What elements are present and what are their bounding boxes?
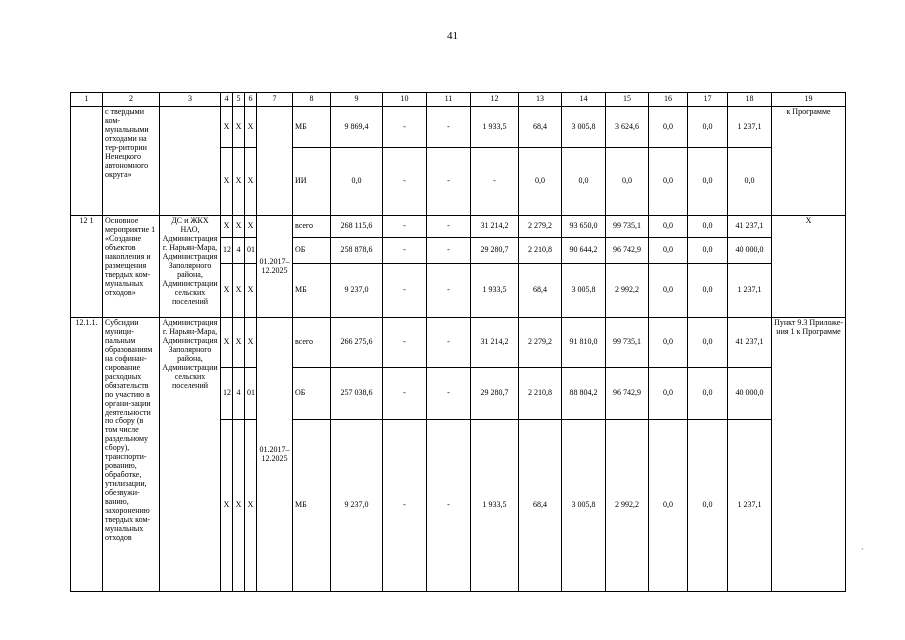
cell: X xyxy=(233,264,245,318)
cell: X xyxy=(221,264,233,318)
row-code: 12 1 xyxy=(71,216,103,318)
cell: 68,4 xyxy=(519,107,562,148)
cell: 9 237,0 xyxy=(331,264,383,318)
cell: - xyxy=(427,107,471,148)
row-name: с твердыми ком-мунальными отходами на тер-ритории Ненецкого автономного округа» xyxy=(103,107,160,216)
row-code-cell xyxy=(71,107,103,216)
cell: - xyxy=(427,238,471,264)
cell: 99 735,1 xyxy=(606,318,649,368)
source-cell: ИИ xyxy=(293,148,331,216)
cell: 1 933,5 xyxy=(471,264,519,318)
cell: 0,0 xyxy=(649,368,688,420)
col-number: 5 xyxy=(233,93,245,107)
cell: 0,0 xyxy=(649,148,688,216)
cell: 01 xyxy=(245,368,257,420)
col-number: 4 xyxy=(221,93,233,107)
cell: 29 280,7 xyxy=(471,368,519,420)
col-number: 12 xyxy=(471,93,519,107)
cell: 1 237,1 xyxy=(728,107,772,148)
cell: 0,0 xyxy=(606,148,649,216)
cell: 0,0 xyxy=(728,148,772,216)
cell: X xyxy=(221,148,233,216)
cell: 88 804,2 xyxy=(562,368,606,420)
cell: - xyxy=(383,368,427,420)
cell: 0,0 xyxy=(688,318,728,368)
cell: - xyxy=(427,420,471,592)
cell: 0,0 xyxy=(649,238,688,264)
cell: - xyxy=(427,216,471,238)
period-cell: 01.2017–12.2025 xyxy=(257,318,293,592)
cell: X xyxy=(245,318,257,368)
col-number: 18 xyxy=(728,93,772,107)
col-number: 8 xyxy=(293,93,331,107)
cell: 3 624,6 xyxy=(606,107,649,148)
cell: 0,0 xyxy=(519,148,562,216)
col-number: 7 xyxy=(257,93,293,107)
cell: 0,0 xyxy=(688,107,728,148)
page-number: 41 xyxy=(447,30,458,42)
cell: 0,0 xyxy=(649,318,688,368)
cell: X xyxy=(233,107,245,148)
cell: - xyxy=(383,238,427,264)
cell: 2 992,2 xyxy=(606,264,649,318)
cell: 40 000,0 xyxy=(728,238,772,264)
note-cell: X xyxy=(772,216,846,318)
cell: 31 214,2 xyxy=(471,216,519,238)
table-row xyxy=(71,107,846,148)
cell: X xyxy=(245,264,257,318)
col-number: 10 xyxy=(383,93,427,107)
cell: X xyxy=(233,318,245,368)
cell: 12 xyxy=(221,238,233,264)
cell: 9 869,4 xyxy=(331,107,383,148)
cell: - xyxy=(383,420,427,592)
cell: 0,0 xyxy=(688,238,728,264)
col-number: 13 xyxy=(519,93,562,107)
source-cell: МБ xyxy=(293,420,331,592)
cell: X xyxy=(233,216,245,238)
cell: 90 644,2 xyxy=(562,238,606,264)
cell: 1 933,5 xyxy=(471,107,519,148)
cell: 0,0 xyxy=(688,264,728,318)
cell: 257 038,6 xyxy=(331,368,383,420)
cell: - xyxy=(427,148,471,216)
cell: 41 237,1 xyxy=(728,216,772,238)
cell: 93 650,0 xyxy=(562,216,606,238)
row-name: Субсидии муници-пальным образованиям на софинан-сирование расходных обязательств по участию в органи-зации деятельности по сбору (в том числе раздельному сбору), транспорти-рованию, обработке, утилизации, обезвужи-ванию, захоронению твердых ком-мунальных отходов xyxy=(103,318,160,592)
cell: 268 115,6 xyxy=(331,216,383,238)
cell: - xyxy=(427,368,471,420)
cell: 0,0 xyxy=(649,216,688,238)
cell: 68,4 xyxy=(519,420,562,592)
cell: 31 214,2 xyxy=(471,318,519,368)
cell: 1 237,1 xyxy=(728,420,772,592)
row-code: 12.1.1. xyxy=(71,318,103,592)
period-cell xyxy=(257,107,293,216)
cell: 3 005,8 xyxy=(562,264,606,318)
source-cell: МБ xyxy=(293,264,331,318)
cell: 4 xyxy=(233,238,245,264)
row-name: Основное мероприятие 1 «Создание объектов накопления и размещения твердых ком-мунальных отходов» xyxy=(103,216,160,318)
cell: 2 992,2 xyxy=(606,420,649,592)
source-cell: ОБ xyxy=(293,238,331,264)
cell: X xyxy=(245,148,257,216)
cell: - xyxy=(383,216,427,238)
cell: 0,0 xyxy=(649,107,688,148)
cell: 01 xyxy=(245,238,257,264)
cell: X xyxy=(221,216,233,238)
cell: 1 237,1 xyxy=(728,264,772,318)
col-number: 11 xyxy=(427,93,471,107)
cell: 40 000,0 xyxy=(728,368,772,420)
cell: - xyxy=(471,148,519,216)
cell: X xyxy=(245,216,257,238)
cell: - xyxy=(427,318,471,368)
cell: 266 275,6 xyxy=(331,318,383,368)
cell: - xyxy=(427,264,471,318)
cell: 9 237,0 xyxy=(331,420,383,592)
cell: 0,0 xyxy=(562,148,606,216)
cell: X xyxy=(233,420,245,592)
cell: 2 279,2 xyxy=(519,216,562,238)
col-number: 17 xyxy=(688,93,728,107)
cell: 2 210,8 xyxy=(519,368,562,420)
cell: 0,0 xyxy=(649,420,688,592)
cell: X xyxy=(245,420,257,592)
table-row xyxy=(71,216,846,238)
col-number: 16 xyxy=(649,93,688,107)
col-number: 14 xyxy=(562,93,606,107)
note-cell: к Программе xyxy=(772,107,846,216)
cell: X xyxy=(221,318,233,368)
cell: 96 742,9 xyxy=(606,368,649,420)
cell: 41 237,1 xyxy=(728,318,772,368)
cell: - xyxy=(383,318,427,368)
cell: X xyxy=(221,420,233,592)
executor-cell: Администрация г. Нарьян-Мара, Администрация Заполярного района, Администрации сельских поселений xyxy=(160,318,221,592)
cell: 0,0 xyxy=(688,216,728,238)
cell: 68,4 xyxy=(519,264,562,318)
cell: 4 xyxy=(233,368,245,420)
cell: 0,0 xyxy=(688,148,728,216)
source-cell: всего xyxy=(293,318,331,368)
cell: - xyxy=(383,264,427,318)
column-number-row xyxy=(71,93,846,107)
program-table xyxy=(70,92,846,592)
col-number: 6 xyxy=(245,93,257,107)
col-number: 1 xyxy=(71,93,103,107)
note-cell: Пункт 9.3 Приложе-ния 1 к Программе xyxy=(772,318,846,592)
col-number: 2 xyxy=(103,93,160,107)
cell: 96 742,9 xyxy=(606,238,649,264)
cell: 3 005,8 xyxy=(562,107,606,148)
cell: 2 279,2 xyxy=(519,318,562,368)
period-cell: 01.2017–12.2025 xyxy=(257,216,293,318)
source-cell: ОБ xyxy=(293,368,331,420)
cell: - xyxy=(383,148,427,216)
cell: 0,0 xyxy=(688,420,728,592)
cell: X xyxy=(221,107,233,148)
col-number: 19 xyxy=(772,93,846,107)
executor-cell: ДС и ЖКХ НАО, Администрация г. Нарьян-Мара, Администрация Заполярного района, Администрации сельских поселений xyxy=(160,216,221,318)
source-cell: всего xyxy=(293,216,331,238)
cell: 1 933,5 xyxy=(471,420,519,592)
cell: 0,0 xyxy=(688,368,728,420)
cell: - xyxy=(383,107,427,148)
cell: 0,0 xyxy=(331,148,383,216)
cell: X xyxy=(233,148,245,216)
executor-cell xyxy=(160,107,221,216)
cell: 91 810,0 xyxy=(562,318,606,368)
cell: 99 735,1 xyxy=(606,216,649,238)
cell: 2 210,8 xyxy=(519,238,562,264)
col-number: 3 xyxy=(160,93,221,107)
cell: X xyxy=(245,107,257,148)
source-cell: МБ xyxy=(293,107,331,148)
cell: 12 xyxy=(221,368,233,420)
col-number: 9 xyxy=(331,93,383,107)
cell: 0,0 xyxy=(649,264,688,318)
stray-mark: · xyxy=(861,545,864,554)
cell: 29 280,7 xyxy=(471,238,519,264)
table-row xyxy=(71,318,846,368)
cell: 3 005,8 xyxy=(562,420,606,592)
cell: 258 878,6 xyxy=(331,238,383,264)
col-number: 15 xyxy=(606,93,649,107)
